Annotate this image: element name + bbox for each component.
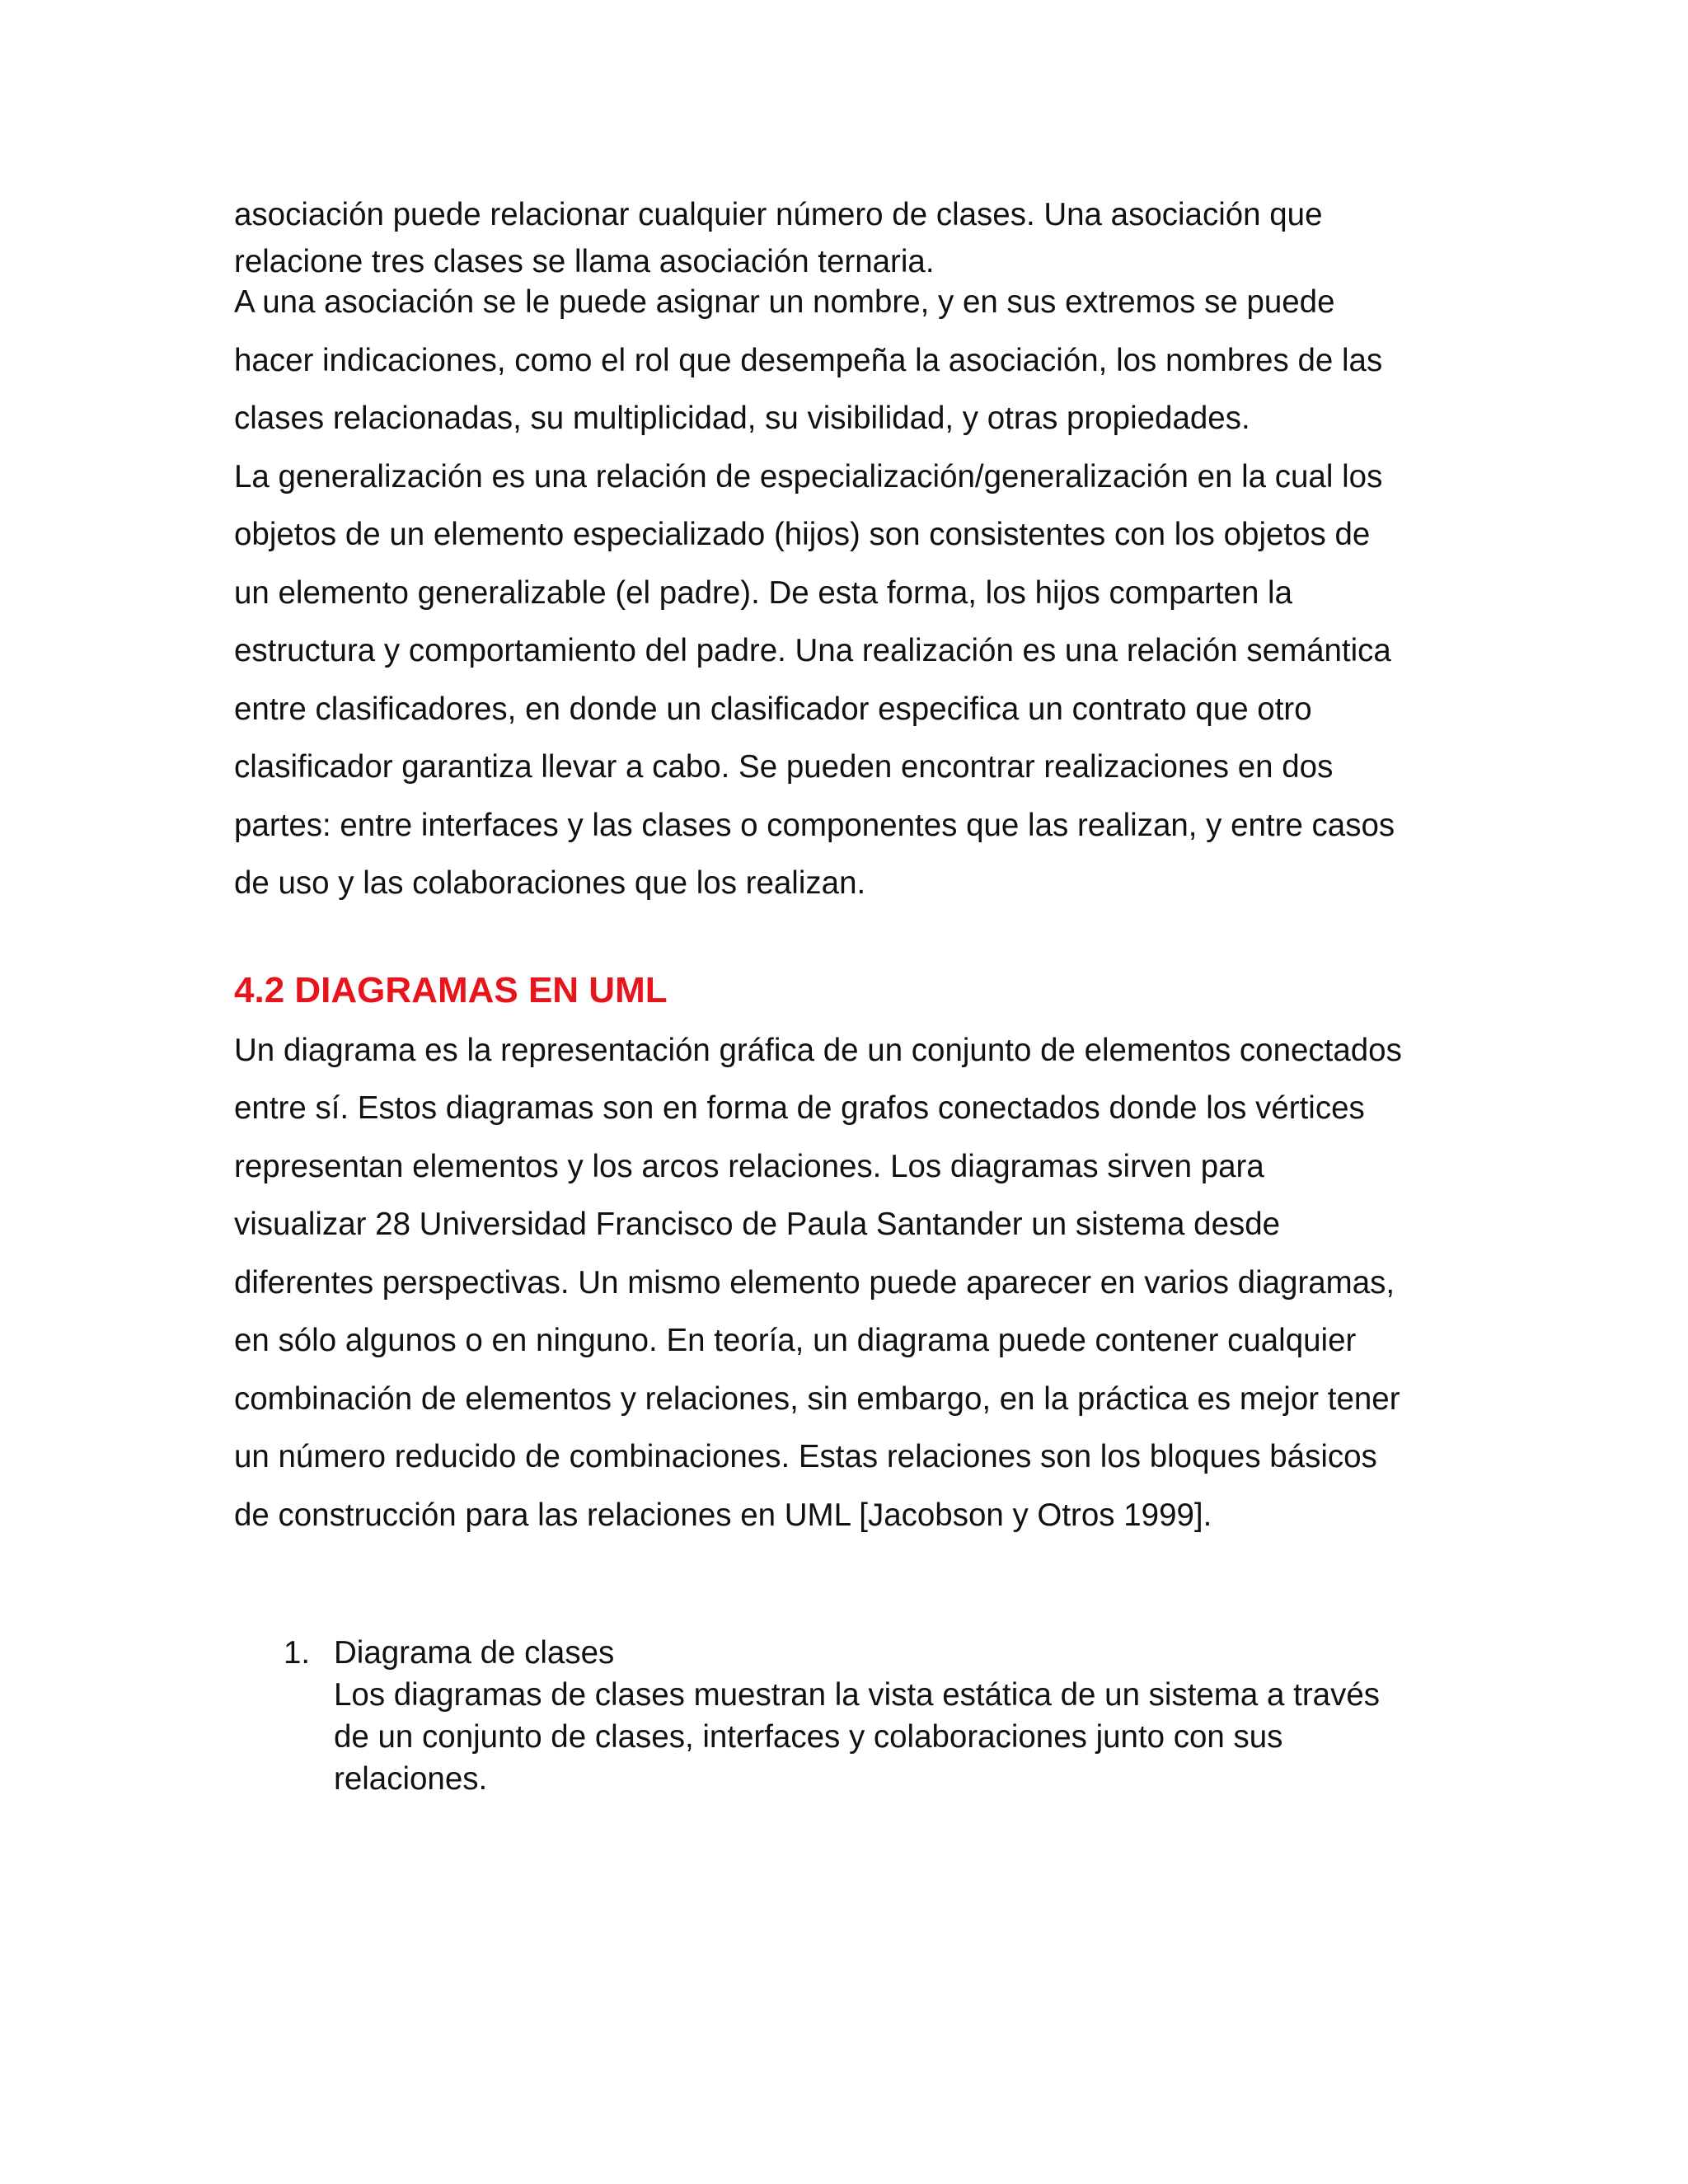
text-line: de un conjunto de clases, interfaces y colaboraciones junto con sus (334, 1719, 1283, 1755)
text-line: objetos de un elemento especializado (hijos) son consistentes con los objetos de (234, 517, 1371, 552)
text-line: clases relacionadas, su multiplicidad, su visibilidad, y otras propiedades. (234, 401, 1250, 436)
text-line: partes: entre interfaces y las clases o componentes que las realizan, y entre casos (234, 807, 1395, 843)
text-line: relacione tres clases se llama asociación ternaria. (234, 244, 935, 279)
text-line: Un diagrama es la representación gráfica de un conjunto de elementos conectados (234, 1032, 1402, 1068)
text-line: La generalización es una relación de especialización/generalización en la cual los (234, 458, 1383, 494)
text-line: un número reducido de combinaciones. Estas relaciones son los bloques básicos (234, 1439, 1377, 1474)
text-line: clasificador garantiza llevar a cabo. Se pueden encontrar realizaciones en dos (234, 749, 1334, 785)
generalization-paragraph (234, 448, 1470, 913)
list-item (284, 1632, 1454, 1674)
text-line: representan elementos y los arcos relaciones. Los diagramas sirven para (234, 1148, 1264, 1184)
document-page (234, 186, 1470, 1544)
text-line: visualizar 28 Universidad Francisco de Paula Santander un sistema desde (234, 1207, 1281, 1242)
text-line: asociación puede relacionar cualquier número de clases. Una asociación que (234, 197, 1323, 232)
list-number: 1. (284, 1635, 311, 1671)
text-line: diferentes perspectivas. Un mismo elemento puede aparecer en varios diagramas, (234, 1264, 1395, 1301)
text-line: A una asociación se le puede asignar un nombre, y en sus extremos se puede (234, 284, 1335, 320)
text-line: combinación de elementos y relaciones, sin embargo, en la práctica es mejor tener (234, 1380, 1400, 1417)
list-item-line (284, 1716, 1454, 1758)
text-line: Los diagramas de clases muestran la vista estática de un sistema a través (334, 1677, 1380, 1713)
diagrams-paragraph (234, 1022, 1470, 1545)
text-line: entre clasificadores, en donde un clasificador especifica un contrato que otro (234, 691, 1312, 727)
text-line: de uso y las colaboraciones que los realizan. (234, 865, 866, 901)
list-item-line (284, 1674, 1454, 1716)
text-line: entre sí. Estos diagramas son en forma de grafos conectados donde los vértices (234, 1090, 1365, 1126)
text-line: relaciones. (334, 1761, 488, 1797)
numbered-list (284, 1632, 1454, 1800)
text-line: estructura y comportamiento del padre. Una realización es una relación semántica (234, 633, 1391, 668)
list-item-line (284, 1758, 1454, 1800)
list-item-title: Diagrama de clases (334, 1635, 615, 1671)
text-line: hacer indicaciones, como el rol que desempeña la asociación, los nombres de las (234, 342, 1383, 378)
intro-paragraph (234, 186, 1470, 285)
text-line: un elemento generalizable (el padre). De esta forma, los hijos comparten la (234, 574, 1293, 611)
text-line: en sólo algunos o en ninguno. En teoría, un diagrama puede contener cualquier (234, 1323, 1357, 1358)
text-line: de construcción para las relaciones en UML [Jacobson y Otros 1999]. (234, 1497, 1212, 1533)
section-heading: 4.2 DIAGRAMAS EN UML (234, 969, 668, 1010)
association-paragraph (234, 274, 1470, 448)
